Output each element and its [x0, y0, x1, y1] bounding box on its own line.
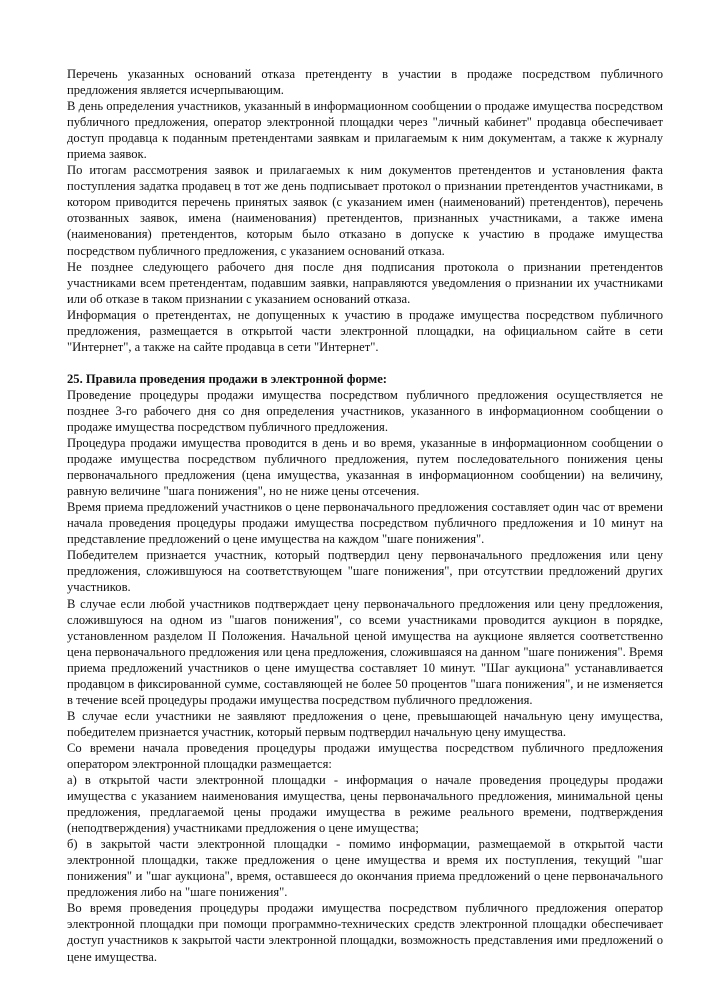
- paragraph-rejected-info: Информация о претендентах, не допущенных к участию в продаже имущества посредством публичного предложения, размещается в открытой части электронной площадки, на официальном сайте в сети "Интернет", а также на сайте продавца в сети "Интернет".: [67, 307, 663, 354]
- paragraph-procedure-deadline: Проведение процедуры продажи имущества посредством публичного предложения осуществляется не позднее 3-го рабочего дня со дня определения участников, указанного в информационном сообщении о продаже имущества посредством публичного предложения.: [67, 387, 663, 434]
- paragraph-published-info: Со времени начала проведения процедуры продажи имущества посредством публичного предложения оператором электронной площадки размещается:: [67, 740, 663, 771]
- section-heading: 25. Правила проведения продажи в электронной форме:: [67, 371, 387, 386]
- paragraph-auction: В случае если любой участников подтверждает цену первоначального предложения или цену предложения, сложившуюся на одном из "шагов понижения", со всеми участниками проводится аукцион в порядке, установленном разделом II Положения. Начальной ценой имущества на аукционе является соответственно цена первоначального предложения или цена предложения, сложившаяся на данном "шаге понижения". Время приема предложений участников о цене имущества составляет 10 минут. "Шаг аукциона" устанавливается продавцом в фиксированной сумме, составляющей не более 50 процентов "шага понижения", и не изменяется в течение всей процедуры продажи имущества посредством публичного предложения.: [67, 596, 663, 707]
- paragraph-price-reduction: Процедура продажи имущества проводится в день и во время, указанные в информационном сообщении о продаже имущества посредством публичного предложения, путем последовательного понижения цены первоначального предложения (цена имущества, указанная в информационном сообщении) на величину, равную величине "шага понижения", но не ниже цены отсечения.: [67, 436, 663, 499]
- paragraph-winner: Победителем признается участник, который подтвердил цену первоначального предложения или цену предложения, сложившуюся на соответствующем "шаге понижения", при отсутствии предложений других участников.: [67, 548, 663, 595]
- paragraph-open-part: а) в открытой части электронной площадки - информация о начале проведения процедуры продажи имущества с указанием наименования имущества, цены первоначального предложения, минимальной цены предложения, предлагаемой цены продажи имущества в режиме реального времени, подтверждения (неподтверждения) участниками предложения о цене имущества;: [67, 773, 663, 836]
- paragraph-access-to-applications: В день определения участников, указанный в информационном сообщении о продаже имущества посредством публичного предложения, оператор электронной площадки через "личный кабинет" продавца обеспечивает доступ продавца к поданным претендентами заявкам и прилагаемым к ним документам, а также к журналу приема заявок.: [67, 99, 663, 162]
- paragraph-grounds-exhaustive: Перечень указанных оснований отказа претенденту в участии в продаже посредством публичного предложения является исчерпывающим.: [67, 67, 663, 98]
- paragraph-closed-part: б) в закрытой части электронной площадки - помимо информации, размещаемой в открытой части электронной площадки, также предложения о цене имущества и время их поступления, текущий "шаг понижения" и "шаг аукциона", время, оставшееся до окончания приема предложений о цене первоначального предложения либо на "шаге понижения".: [67, 837, 663, 900]
- paragraph-offer-time: Время приема предложений участников о цене первоначального предложения составляет один час от времени начала проведения процедуры продажи имущества посредством публичного предложения и 10 минут на представление предложений о цене имущества на каждом "шаге понижения".: [67, 500, 663, 547]
- paragraph-no-higher-offers: В случае если участники не заявляют предложения о цене, превышающей начальную цену имущества, победителем признается участник, который первым подтвердил начальную цену имущества.: [67, 708, 663, 739]
- section-spacer: [67, 355, 663, 371]
- paragraph-operator-access: Во время проведения процедуры продажи имущества посредством публичного предложения оператор электронной площадки при помощи программно-технических средств электронной площадки обеспечивает доступ участников к закрытой части электронной площадки, возможность представления ими предложений о цене имущества.: [67, 901, 663, 964]
- paragraph-protocol: По итогам рассмотрения заявок и прилагаемых к ним документов претендентов и установления факта поступления задатка продавец в тот же день подписывает протокол о признании претендентов участниками, в котором приводится перечень принятых заявок (с указанием имен (наименований) претендентов), перечень отозванных заявок, имена (наименования) претендентов, признанных участниками, а также имена (наименования) претендентов, которым было отказано в допуске к участию в продаже имущества посредством публичного предложения, с указанием оснований отказа.: [67, 163, 663, 258]
- paragraph-notifications: Не позднее следующего рабочего дня после дня подписания протокола о признании претендентов участниками всем претендентам, подавшим заявки, направляются уведомления о признании их участниками или об отказе в таком признании с указанием оснований отказа.: [67, 259, 663, 306]
